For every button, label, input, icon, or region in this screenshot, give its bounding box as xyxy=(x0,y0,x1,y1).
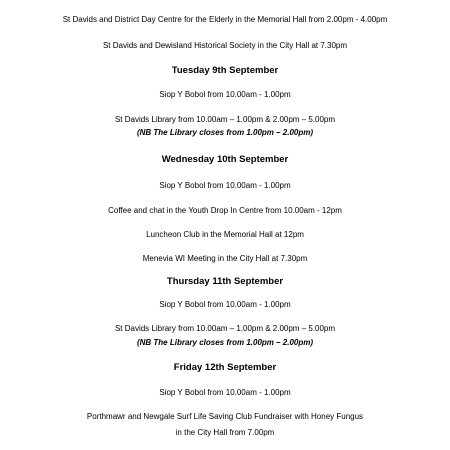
note-thursday-library: (NB The Library closes from 1.00pm – 2.00pm) xyxy=(136,338,314,347)
event-friday-siop: Siop Y Bobol from 10.00am - 1.00pm xyxy=(159,388,291,397)
day-heading-friday: Friday 12th September xyxy=(173,362,277,373)
event-wednesday-wi: Menevia WI Meeting in the City Hall at 7.30pm xyxy=(142,254,308,263)
event-friday-surf-club-venue: in the City Hall from 7.00pm xyxy=(175,428,275,437)
event-tuesday-siop: Siop Y Bobol from 10.00am - 1.00pm xyxy=(159,90,291,99)
event-wednesday-coffee: Coffee and chat in the Youth Drop In Centre from 10.00am - 12pm xyxy=(108,206,342,215)
event-wednesday-siop: Siop Y Bobol from 10.00am - 1.00pm xyxy=(159,181,291,190)
event-thursday-siop: Siop Y Bobol from 10.00am - 1.00pm xyxy=(159,300,291,309)
event-wednesday-luncheon: Luncheon Club in the Memorial Hall at 12pm xyxy=(146,230,304,239)
note-tuesday-library: (NB The Library closes from 1.00pm – 2.00pm) xyxy=(136,128,314,137)
event-historical-society: St Davids and Dewisland Historical Society in the City Hall at 7.30pm xyxy=(102,41,348,50)
day-heading-tuesday: Tuesday 9th September xyxy=(171,65,279,76)
day-heading-wednesday: Wednesday 10th September xyxy=(161,154,289,165)
event-thursday-library: St Davids Library from 10.00am – 1.00pm & 2.00pm – 5.00pm xyxy=(114,324,336,333)
event-friday-surf-club: Porthmawr and Newgale Surf Life Saving Club Fundraiser with Honey Fungus xyxy=(86,412,364,421)
day-heading-thursday: Thursday 11th September xyxy=(166,276,284,287)
event-day-centre: St Davids and District Day Centre for the Elderly in the Memorial Hall from 2.00pm - 4.00pm xyxy=(62,15,388,24)
event-tuesday-library: St Davids Library from 10.00am – 1.00pm & 2.00pm – 5.00pm xyxy=(114,115,336,124)
